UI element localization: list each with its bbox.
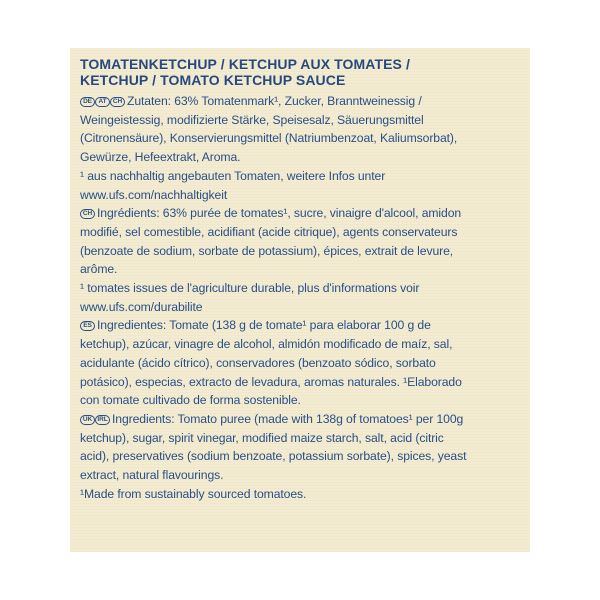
title-line-2: KETCHUP / TOMATO KETCHUP SAUCE bbox=[80, 72, 346, 88]
fr-url: www.ufs.com/durabilite bbox=[80, 299, 203, 314]
section-fr bbox=[80, 204, 520, 316]
title-line-1: TOMATENKETCHUP / KETCHUP AUX TOMATES / bbox=[80, 56, 410, 72]
ingredients-label bbox=[70, 48, 530, 552]
country-code-badge: UK bbox=[80, 415, 95, 425]
de-line: Zutaten: 63% Tomatenmark¹, Zucker, Branntweinessig / bbox=[127, 94, 422, 108]
fr-line: Ingrédients: 63% purée de tomates¹, sucre, vinaigre d'alcool, amidon bbox=[97, 206, 462, 221]
fr-line: modifié, sel comestible, acidifiant (acide citrique), agents conservateurs bbox=[80, 224, 458, 239]
es-line: potásico), especias, extracto de levadura, aromas naturales. ¹Elaborado bbox=[80, 374, 462, 389]
fr-line: (benzoate de sodium, sorbate de potassium), épices, extrait de levure, bbox=[80, 243, 454, 258]
country-codes-de bbox=[80, 92, 125, 111]
uk-line: Ingredients: Tomato puree (made with 138g of tomatoes¹ per 100g bbox=[112, 411, 464, 426]
country-codes-fr bbox=[80, 204, 95, 223]
section-de bbox=[80, 92, 520, 204]
de-url: www.ufs.com/nachhaltigkeit bbox=[80, 187, 228, 202]
de-line: Weingeistessig, modifizierte Stärke, Speisesalz, Säuerungsmittel bbox=[80, 112, 424, 127]
de-line: Gewürze, Hefeextrakt, Aroma. bbox=[80, 150, 241, 165]
es-line: ketchup), azúcar, vinagre de alcohol, almidón modificado de maíz, sal, bbox=[80, 337, 453, 352]
uk-line: extract, natural flavourings. bbox=[80, 468, 224, 483]
uk-line: acid), preservatives (sodium benzoate, potassium sorbate), spices, yeast bbox=[80, 449, 467, 464]
country-code-badge: CH bbox=[80, 209, 95, 219]
de-line: (Citronensäure), Konservierungsmittel (Natriumbenzoat, Kaliumsorbat), bbox=[80, 131, 458, 146]
country-code-badge: ES bbox=[80, 321, 95, 331]
de-footnote: ¹ aus nachhaltig angebauten Tomaten, weitere Infos unter bbox=[80, 168, 386, 183]
uk-footnote: ¹Made from sustainably sourced tomatoes. bbox=[80, 486, 307, 501]
product-title bbox=[80, 56, 520, 88]
fr-line: arôme. bbox=[80, 262, 118, 277]
country-codes-uk bbox=[80, 410, 110, 429]
text-line bbox=[80, 204, 520, 223]
es-line: Ingredientes: Tomate (138 g de tomate¹ para elaborar 100 g de bbox=[97, 318, 431, 333]
es-line: con tomate cultivado de forma sostenible. bbox=[80, 393, 301, 408]
country-code-badge: CH bbox=[110, 97, 125, 107]
fr-footnote: ¹ tomates issues de l'agriculture durable, plus d'informations voir bbox=[80, 281, 420, 296]
country-code-badge: IRL bbox=[95, 415, 110, 425]
country-code-badge: DE bbox=[80, 97, 95, 107]
ingredients-body bbox=[80, 92, 520, 503]
country-codes-es bbox=[80, 316, 95, 335]
text-line bbox=[80, 316, 520, 335]
es-line: acidulante (ácido cítrico), conservadores (benzoato sódico, sorbato bbox=[80, 355, 436, 370]
section-es bbox=[80, 316, 520, 410]
text-line bbox=[80, 92, 520, 111]
text-line bbox=[80, 410, 520, 429]
uk-line: ketchup), sugar, spirit vinegar, modified maize starch, salt, acid (citric bbox=[80, 430, 444, 445]
section-uk bbox=[80, 410, 520, 504]
country-code-badge: AT bbox=[95, 97, 110, 107]
